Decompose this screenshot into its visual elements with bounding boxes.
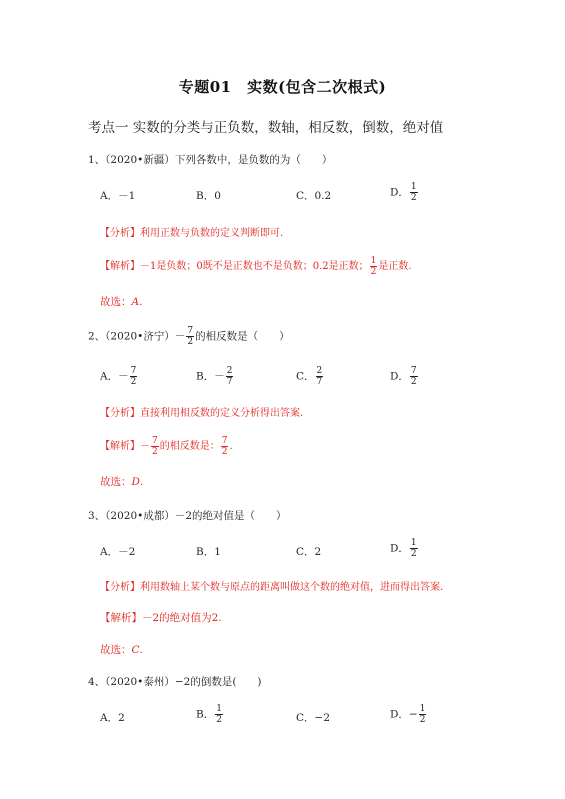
q2-option-a: A．－ $\frac{7}{2}$ [100, 366, 137, 387]
q1-analysis: 【分析】利用正数与负数的定义判断即可. [100, 228, 284, 239]
q3-option-c: C．2 [296, 546, 322, 558]
q1-option-d: D． $\frac{1}{2}$ [390, 182, 417, 203]
q2-option-b: B．－ $\frac{2}{7}$ [196, 366, 233, 387]
fraction: $\frac{2}{7}$ [226, 366, 233, 387]
fraction: $\frac{2}{7}$ [316, 366, 323, 387]
q2-option-d: D． $\frac{7}{2}$ [390, 366, 417, 387]
fraction: $\frac{1}{2}$ [370, 256, 377, 277]
q3-option-b: B．1 [196, 546, 221, 558]
question-4-stem: 4、（2020•泰州）−2的倒数是( ) [88, 676, 262, 688]
page-title: 专题01 实数(包含二次根式) [178, 78, 387, 96]
q4-option-b: B． $\frac{1}{2}$ [196, 704, 222, 725]
q2-option-c: C． $\frac{2}{7}$ [296, 366, 323, 387]
question-1-stem: 1、（2020•新疆）下列各数中，是负数的为（ ） [88, 154, 333, 166]
q1-option-a: A．－1 [100, 190, 136, 202]
q2-solution: 【解析】－ $\frac{7}{2}$ 的相反数是： $\frac{7}{2}$ . [100, 436, 233, 457]
q2-analysis: 【分析】直接利用相反数的定义分析得出答案. [100, 408, 304, 419]
q1-option-b: B．0 [196, 190, 221, 202]
question-2-stem: 2、（2020•济宁）－ $\frac{7}{2}$ 的相反数是（ ） [88, 326, 290, 347]
fraction: $\frac{7}{2}$ [221, 436, 228, 457]
q4-option-d: D．− $\frac{1}{2}$ [390, 704, 426, 725]
q3-solution: 【解析】－2的绝对值为2. [100, 612, 222, 624]
fraction: $\frac{1}{2}$ [216, 704, 222, 725]
fraction: $\frac{1}{2}$ [410, 538, 417, 559]
fraction: $\frac{7}{2}$ [130, 366, 137, 387]
q1-option-c: C．0.2 [296, 190, 332, 202]
q2-answer: 故选：D. [100, 476, 144, 488]
q1-solution: 【解析】－1是负数；0既不是正数也不是负数；0.2是正数； $\frac{1}{2}$ 是正数. [100, 256, 412, 277]
fraction: $\frac{7}{2}$ [152, 436, 158, 457]
q3-option-a: A．－2 [100, 546, 136, 558]
q4-option-c: C．−2 [296, 712, 331, 724]
q3-answer: 故选：C. [100, 644, 143, 656]
q3-analysis: 【分析】利用数轴上某个数与原点的距离叫做这个数的绝对值，进而得出答案. [100, 582, 444, 593]
question-3-stem: 3、（2020•成都）－2的绝对值是（ ） [88, 510, 287, 522]
fraction: $\frac{7}{2}$ [410, 366, 417, 387]
q1-answer: 故选：A. [100, 296, 143, 308]
fraction: $\frac{1}{2}$ [410, 182, 417, 203]
fraction: $\frac{7}{2}$ [187, 326, 194, 347]
fraction: $\frac{1}{2}$ [419, 704, 426, 725]
section-heading: 考点一 实数的分类与正负数，数轴，相反数，倒数，绝对值 [88, 120, 444, 136]
q3-option-d: D． $\frac{1}{2}$ [390, 538, 417, 559]
q4-option-a: A．2 [100, 712, 125, 724]
